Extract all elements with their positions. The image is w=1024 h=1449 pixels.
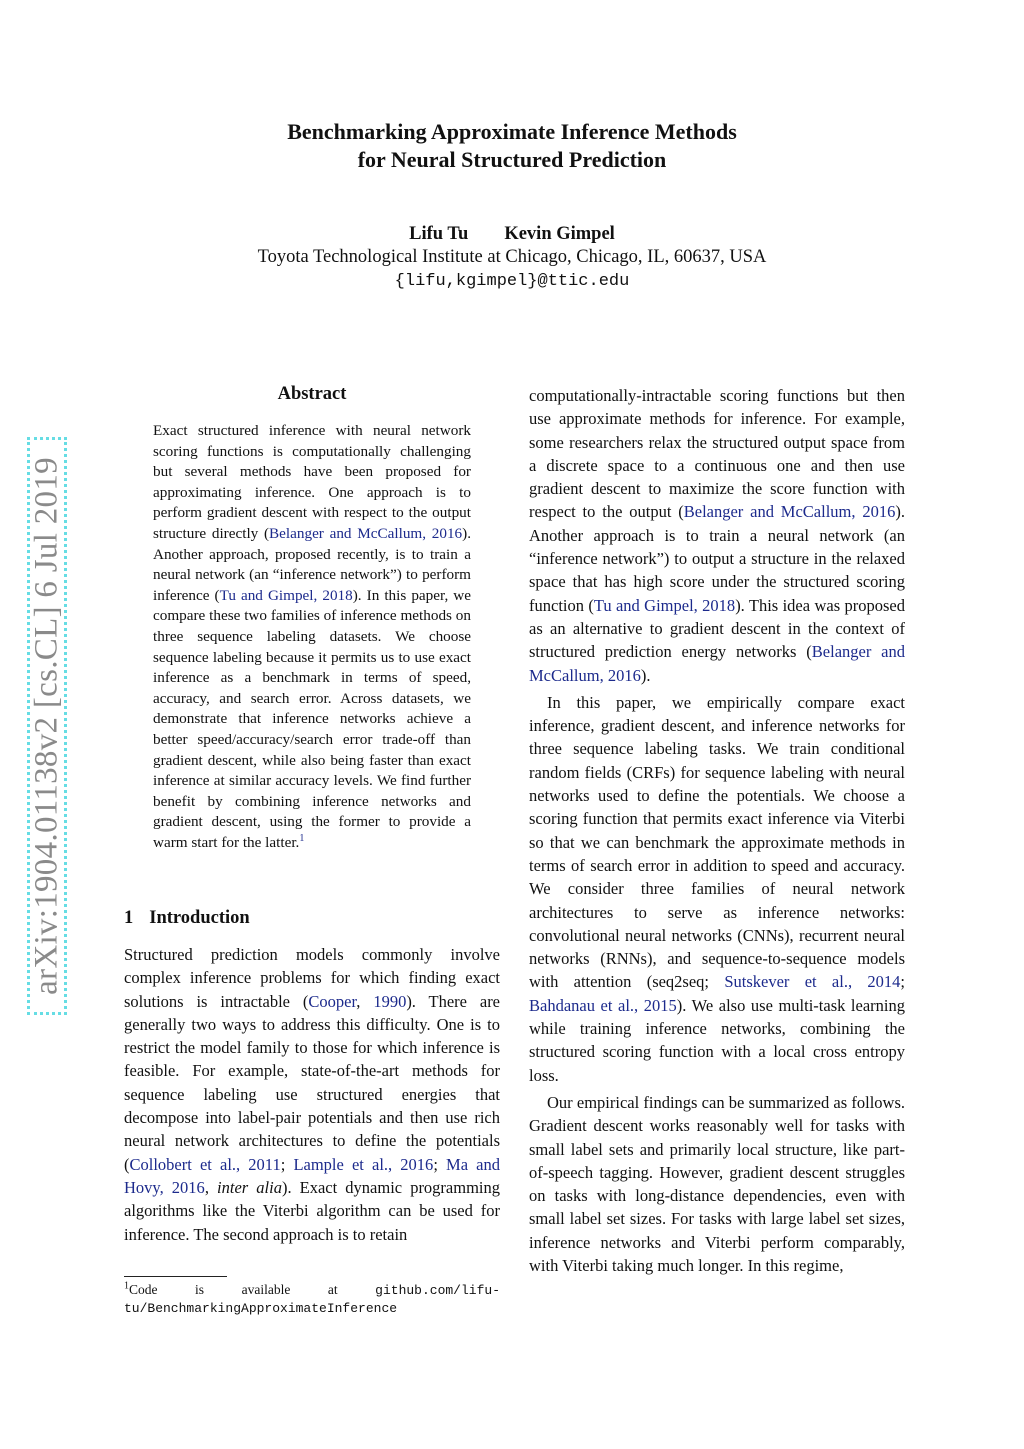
author-email: {lifu,kgimpel}@ttic.edu	[394, 272, 630, 291]
body-text: ). This idea was proposed as an alternative to gradient descent in the context of structured prediction energy networks (	[529, 595, 905, 662]
footnote-divider	[124, 1276, 227, 1277]
citation-link[interactable]: Tu and Gimpel, 2018	[219, 586, 353, 604]
intro-paragraph	[529, 384, 905, 687]
abstract-paragraph	[153, 421, 471, 853]
abstract-text: Exact structured inference with neural network scoring functions is computationally challenging but several methods have been proposed for approximating inference. One approach is to perform gradient descent with respect to the output structure directly (	[153, 422, 471, 542]
body-text: ;	[433, 1154, 447, 1174]
title-line-2: for Neural Structured Prediction	[357, 147, 667, 172]
footnote-marker[interactable]: 1	[299, 832, 305, 844]
body-text: ;	[900, 972, 905, 992]
citation-link[interactable]: Belanger and McCallum, 2016	[269, 524, 463, 542]
citation-link[interactable]: Lample et al., 2016	[293, 1154, 434, 1174]
body-text: ). Exact dynamic programming algorithms like the Viterbi algorithm can be used for inference. The second approach is to retain	[124, 1177, 501, 1244]
citation-link[interactable]: Bahdanau et al., 2015	[529, 995, 677, 1015]
body-text: ). We also use multi-task learning while training inference networks, combining the structured scoring function with a local cross entropy loss.	[529, 995, 905, 1085]
body-text: Structured prediction models commonly involve complex inference problems for which finding exact solutions is intractable (	[124, 945, 500, 1011]
body-text: ). Another approach is to train a neural network (an “inference network”) to output a structure in the relaxed space that has high score under the structured scoring function (	[529, 502, 905, 615]
code-url-link[interactable]: github.com/lifu-tu/BenchmarkingApproximateInference	[124, 1283, 500, 1316]
citation-link[interactable]: Ma and Hovy, 2016	[124, 1154, 501, 1197]
section-title: Introduction	[149, 908, 250, 928]
citation-link[interactable]: Belanger and McCallum, 2016	[683, 502, 896, 522]
body-text: ,	[356, 991, 374, 1011]
footnote-number: 1	[124, 1280, 129, 1292]
arxiv-identifier: arXiv:1904.01138v2 [cs.CL] 6 Jul 2019	[28, 457, 65, 995]
abstract-text: ). Another approach, proposed recently, is to train a neural network (an “inference network”) to perform inference (	[153, 524, 471, 604]
abstract-text: ). In this paper, we compare these two families of inference methods on three sequence labeling datasets. We choose sequence labeling because it permits us to use exact inference as a benchmark in terms of speed, accuracy, and search error. Across datasets, we demonstrate that inference networks achieve a better speed/accuracy/search error trade-off than gradient descent, while also being faster than exact inference at similar accuracy levels. We find further benefit by combining inference networks and gradient descent, using the former to provide a warm start for the latter.	[153, 586, 471, 851]
footnote-text	[124, 1281, 500, 1317]
body-text-italic: inter alia	[217, 1177, 282, 1197]
body-text: ). There are generally two ways to address this difficulty. One is to restrict the model family to those for which inference is feasible. For example, state-of-the-art methods for sequence labeling use structured energies that decompose into label-pair potentials and then use rich neural network architectures to define the potentials (	[124, 991, 501, 1174]
citation-link[interactable]: Cooper	[308, 991, 357, 1011]
footnote	[124, 1281, 500, 1317]
author-name: Lifu Tu	[409, 224, 469, 244]
citation-link[interactable]: 1990	[373, 991, 407, 1011]
intro-right-column	[529, 384, 905, 1277]
author-list	[0, 224, 1024, 245]
intro-paragraph	[529, 691, 905, 1087]
body-text: Our empirical findings can be summarized as follows. Gradient descent works reasonably well for tasks with small label sets and primarily local structure, like part-of-speech tagging. However, gradient descent struggles on tasks with long-distance dependencies, even with small label set sizes. For tasks with large label set sizes, inference networks and Viterbi perform comparably, with Viterbi taking much longer. In this regime,	[529, 1092, 905, 1275]
body-text: ,	[204, 1177, 218, 1197]
intro-paragraph	[124, 943, 500, 1246]
body-text: In this paper, we empirically compare exact inference, gradient descent, and inference networks for three sequence labeling tasks. We train conditional random fields (CRFs) for sequence labeling with neural networks used to define the potentials. We choose a scoring function that permits exact inference via Viterbi so that we can benchmark the approximate methods in terms of search error in addition to speed and accuracy. We consider three families of neural network architectures to serve as inference networks: convolutional neural networks (CNNs), recurrent neural networks (RNNs), and sequence-to-sequence models with attention (seq2seq;	[529, 692, 905, 992]
title-line-1: Benchmarking Approximate Inference Methods	[287, 119, 737, 144]
abstract-body	[153, 421, 471, 853]
section-heading	[124, 908, 250, 929]
intro-paragraph	[529, 1091, 905, 1277]
body-text: computationally-intractable scoring functions but then use approximate methods for inference. For example, some researchers relax the structured output space from a discrete space to a continuous one and then use gradient descent to maximize the score function with respect to the output (	[529, 386, 905, 522]
citation-link[interactable]: Belanger and McCallum, 2016	[529, 642, 905, 685]
affiliation: Toyota Technological Institute at Chicago, Chicago, IL, 60637, USA	[257, 247, 767, 267]
citation-link[interactable]: Sutskever et al., 2014	[724, 972, 901, 992]
abstract-heading: Abstract	[277, 384, 347, 404]
author-name: Kevin Gimpel	[504, 224, 615, 244]
intro-left-column	[124, 943, 500, 1246]
footnote-label: Code is available at	[129, 1282, 376, 1297]
section-number: 1	[124, 908, 134, 928]
arxiv-identifier-box	[27, 437, 67, 1015]
body-text: ;	[280, 1154, 294, 1174]
citation-link[interactable]: Collobert et al., 2011	[129, 1154, 281, 1174]
citation-link[interactable]: Tu and Gimpel, 2018	[593, 595, 736, 615]
paper-title	[0, 118, 1024, 174]
body-text: ).	[640, 665, 651, 685]
